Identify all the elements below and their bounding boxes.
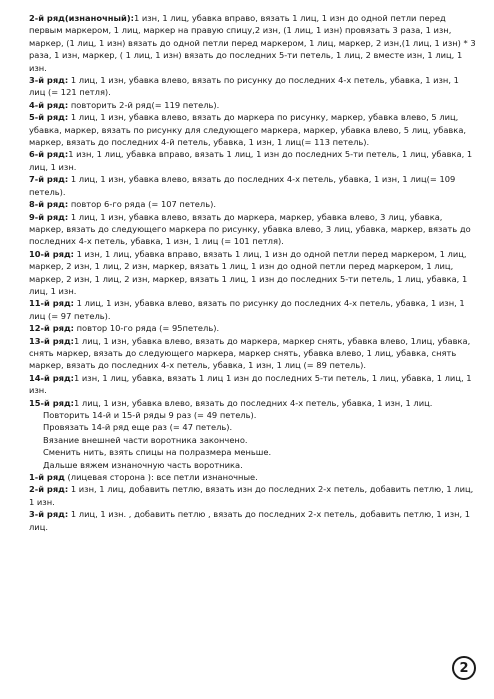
- row-instruction: [29, 322, 477, 334]
- row-text: 1 лиц, 1 изн, убавка влево, вязать до последних 4-х петель, убавка, 1 изн, 1 лиц.: [73, 397, 433, 408]
- row-text: 1 изн, 1 лиц, убавка вправо, вязать 1 лиц, 1 изн до одной петли перед первым маркером, 1 лиц, маркер на правую спицу,2 изн, (1 лиц, 1 изн) провязать 3 раза, 1 изн, маркер, (1 лиц, 1 изн) вязать до одной петли перед маркером, 1 лиц, маркер, 2 изн,(1 лиц, 1 изн) * 3 раза, 1 изн, маркер, ( 1 лиц, 1 изн) вязать до последних 5-ти петель, 1 лиц, 2 вместе изн, 1 лиц, 1 изн.: [29, 13, 476, 73]
- row-label: 3-й ряд:: [29, 509, 69, 520]
- row-text: повтор 6-го ряда (= 107 петель).: [68, 199, 216, 210]
- row-label: 4-й ряд:: [29, 99, 69, 110]
- row-text: 1 изн, 1 лиц, убавка вправо, вязать 1 лиц, 1 изн до последних 5-ти петель, 1 лиц, убавка, 1 лиц, 1 изн.: [29, 149, 473, 172]
- row-label: 11-й ряд:: [29, 298, 74, 309]
- row-text: 1 лиц, 1 изн, убавка влево, вязать по рисунку до последних 4-х петель, убавка, 1 изн, 1 лиц (= 121 петля).: [29, 75, 459, 98]
- row-instruction: [29, 508, 477, 533]
- row-instruction: [29, 74, 477, 99]
- row-instruction: [29, 397, 477, 409]
- row-label: 2-й ряд(изнаночный):: [29, 13, 134, 23]
- row-label: 15-й ряд:: [29, 397, 74, 408]
- note-line: Повторить 14-й и 15-й ряды 9 раз (= 49 петель).: [43, 410, 257, 420]
- row-text: повтор 10-го ряда (= 95петель).: [73, 323, 220, 334]
- row-text: 1 изн, 1 лиц, убавка вправо, вязать 1 лиц, 1 изн до одной петли перед маркером, 1 лиц, маркер, 2 изн, 1 лиц, 2 изн, маркер, вязать 1 лиц, 1 изн до одной петли перед маркером, 1 лиц, маркер, 2 изн, 1 лиц, 2 изн, маркер, вязать 1 лиц, 1 изн до последних 5-ти петель, 1 лиц, убавка, 1 лиц, 1 изн.: [29, 248, 468, 296]
- row-instruction: [29, 12, 477, 74]
- row-text: 1 лиц, 1 изн. , добавить петлю , вязать до последних 2-х петель, добавить петлю, 1 изн, 1 лиц.: [29, 509, 471, 532]
- note-line: Сменить нить, взять спицы на полразмера меньше.: [43, 447, 272, 458]
- row-instruction: [29, 483, 477, 508]
- row-label: 5-й ряд:: [29, 112, 69, 123]
- row-text: (лицевая сторона ): все петли изнаночные.: [64, 472, 258, 483]
- inner-collar-rows: [29, 471, 477, 533]
- page-number: 2: [459, 660, 469, 676]
- row-text: 1 изн, 1 лиц, убавка, вязать 1 лиц 1 изн до последних 5-ти петель, 1 лиц, убавка, 1 лиц, 1 изн.: [29, 372, 472, 396]
- row-instruction: [29, 111, 477, 148]
- row-instruction: [29, 471, 477, 483]
- row-label: 3-й ряд:: [29, 75, 69, 86]
- pattern-notes: [29, 409, 477, 471]
- row-instruction: [29, 248, 477, 298]
- row-text: 1 лиц, 1 изн, убавка влево, вязать до последних 4-х петель, убавка, 1 изн, 1 лиц(= 109 петель).: [29, 174, 456, 197]
- row-instruction: [29, 211, 477, 248]
- row-text: 1 лиц, 1 изн, убавка влево, вязать до маркера, маркер, убавка влево, 3 лиц, убавка, маркер, вязать до следующего маркера по рисунку, убавка влево, 3 лиц, убавка, маркер, вязать до последних 4-х петель, убавка, 1 изн, 1 лиц (= 101 петля).: [29, 211, 471, 247]
- note-line: Дальше вяжем изнаночную часть воротника.: [43, 459, 243, 470]
- row-instruction: [29, 173, 477, 198]
- row-instruction: [29, 297, 477, 322]
- note-line: Вязание внешней части воротника закончено.: [43, 434, 248, 445]
- row-instruction: [29, 372, 477, 397]
- row-label: 12-й ряд:: [29, 323, 74, 334]
- row-text: 1 лиц, 1 изн, убавка влево, вязать по рисунку до последних 4-х петель, убавка, 1 изн, 1 лиц (= 97 петель).: [29, 298, 465, 321]
- row-instruction: [29, 198, 477, 210]
- pattern-rows: [29, 12, 477, 409]
- row-label: 1-й ряд: [29, 472, 65, 483]
- row-label: 13-й ряд:: [29, 335, 74, 346]
- row-text: повторить 2-й ряд(= 119 петель).: [68, 99, 220, 110]
- note-line: Провязать 14-й ряд еще раз (= 47 петель).: [43, 422, 233, 433]
- row-text: 1 лиц, 1 изн, убавка влево, вязать до маркера по рисунку, маркер, убавка влево, 5 лиц, убавка, маркер, вязать по рисунку для следующего маркера, маркер, убавка влево, 5 лиц, убавка, маркер, вязать до последних 4-й петель, убавка, 1 изн, 1 лиц(= 113 петель).: [29, 112, 467, 148]
- page-number-badge: [452, 656, 476, 680]
- row-text: 1 изн, 1 лиц, добавить петлю, вязать изн до последних 2-х петель, добавить петлю, 1 лиц, 1 изн.: [29, 484, 474, 507]
- row-instruction: [29, 99, 477, 111]
- row-label: 6-й ряд:: [29, 149, 69, 160]
- row-label: 2-й ряд:: [29, 484, 69, 495]
- row-label: 7-й ряд:: [29, 174, 69, 185]
- document-page: [29, 12, 477, 533]
- row-text: 1 лиц, 1 изн, убавка влево, вязать до маркера, маркер снять, убавка влево, 1лиц, убавка, снять маркер, вязать до следующего маркера, маркер снять, убавка влево, 1 лиц, убавка, снять маркер, вязать до последних 4-х петель, убавка, 1 изн, 1 лиц (= 89 петель).: [29, 335, 471, 371]
- row-label: 9-й ряд:: [29, 211, 69, 222]
- row-instruction: [29, 335, 477, 372]
- row-label: 14-й ряд:: [29, 372, 74, 383]
- row-label: 8-й ряд:: [29, 199, 69, 210]
- row-instruction: [29, 148, 477, 173]
- row-label: 10-й ряд:: [29, 248, 74, 259]
